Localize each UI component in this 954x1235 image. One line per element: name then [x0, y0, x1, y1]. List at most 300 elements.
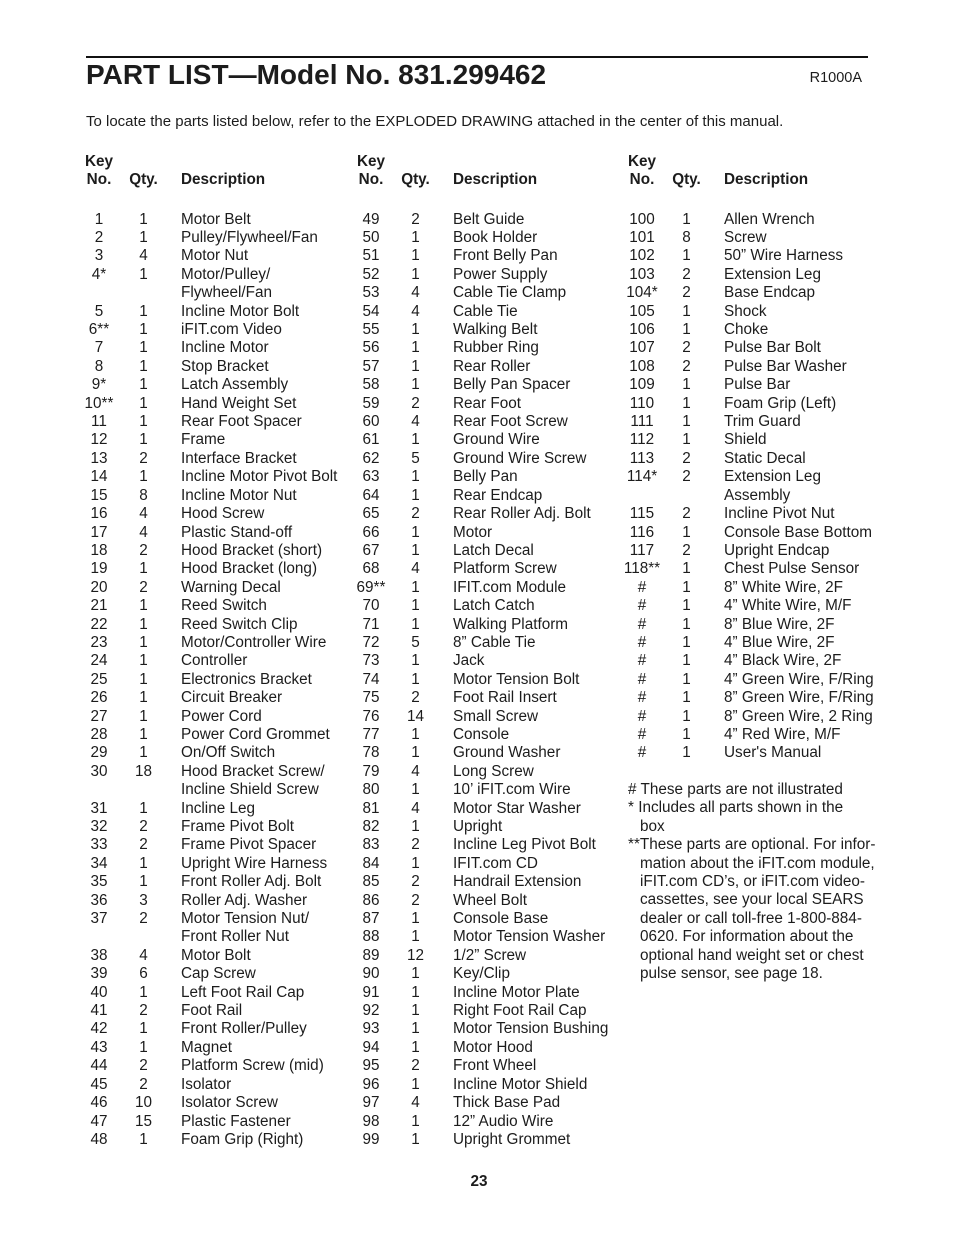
- quantity: 4: [139, 505, 148, 523]
- part-description: Platform Screw: [453, 560, 557, 578]
- part-description: Motor Nut: [181, 247, 249, 265]
- quantity: 1: [139, 633, 148, 651]
- quantity: 2: [682, 541, 691, 559]
- part-description: Roller Adj. Washer: [181, 891, 308, 909]
- part-description: Walking Platform: [453, 615, 569, 633]
- part-description: Latch Catch: [453, 597, 535, 615]
- key-number: 96: [362, 1075, 380, 1093]
- quantity: 1: [682, 210, 691, 228]
- quantity: 2: [139, 1075, 148, 1093]
- quantity: 4: [139, 247, 148, 265]
- part-row: [352, 726, 608, 744]
- quantity: 1: [139, 1020, 148, 1038]
- part-description: iFIT.com Video: [181, 321, 282, 339]
- quantity: 1: [139, 560, 148, 578]
- key-number: 22: [90, 615, 108, 633]
- part-row: [352, 1020, 608, 1038]
- part-row: [623, 524, 874, 542]
- part-row: [352, 1002, 608, 1020]
- quantity: 1: [139, 265, 148, 283]
- part-row: [80, 744, 337, 762]
- part-description: Wheel Bolt: [453, 891, 527, 909]
- part-description: Incline Motor Nut: [181, 486, 297, 504]
- part-description: Power Supply: [453, 265, 548, 283]
- part-description: Rear Roller Adj. Bolt: [453, 505, 591, 523]
- part-row: [352, 818, 608, 836]
- part-row: [352, 1057, 608, 1075]
- part-description: Small Screw: [453, 707, 538, 725]
- part-row: [352, 616, 608, 634]
- quantity: 1: [411, 339, 420, 357]
- key-number: 46: [90, 1094, 108, 1112]
- part-description: Foot Rail Insert: [453, 689, 557, 707]
- key-number: 56: [362, 339, 380, 357]
- quantity: 1: [411, 321, 420, 339]
- quantity: 1: [411, 376, 420, 394]
- part-description: Latch Decal: [453, 541, 534, 559]
- key-number: 63: [362, 468, 380, 486]
- key-number: 36: [90, 891, 108, 909]
- part-description: Long Screw: [453, 762, 534, 780]
- part-description: Incline Motor Shield: [453, 1075, 588, 1093]
- quantity: 1: [682, 523, 691, 541]
- part-row: [623, 321, 874, 339]
- quantity: 1: [139, 302, 148, 320]
- quantity: 1: [139, 468, 148, 486]
- key-number: 4*: [91, 265, 107, 283]
- key-number: 25: [90, 670, 108, 688]
- part-description: Upright Grommet: [453, 1130, 571, 1148]
- part-row: [80, 597, 337, 615]
- part-row: [80, 763, 337, 800]
- quantity: 1: [411, 523, 420, 541]
- part-description: Allen Wrench: [724, 210, 815, 228]
- part-description: Right Foot Rail Cap: [453, 1002, 587, 1020]
- part-row: [352, 1113, 608, 1131]
- part-description: 8” Green Wire, F/Ring: [724, 689, 874, 707]
- part-description: Walking Belt: [453, 321, 538, 339]
- quantity: 2: [682, 449, 691, 467]
- key-number: 93: [362, 1020, 380, 1038]
- part-description: Belly Pan Spacer: [453, 376, 571, 394]
- part-description: Console: [453, 725, 510, 743]
- quantity: 8: [139, 486, 148, 504]
- key-number: 24: [90, 652, 108, 670]
- key-number: 78: [362, 744, 380, 762]
- part-description: Motor Tension Bolt: [453, 670, 580, 688]
- part-row: [352, 468, 608, 486]
- part-description: Upright Wire Harness: [181, 854, 328, 872]
- part-description: Rear Foot Screw: [453, 413, 568, 431]
- part-description: Pulley/Flywheel/Fan: [181, 229, 318, 246]
- key-number: 95: [362, 1057, 380, 1075]
- key-number: 49: [362, 210, 380, 228]
- part-description: Plastic Stand-off: [181, 523, 293, 541]
- part-row: [352, 781, 608, 799]
- part-description: 4” Green Wire, F/Ring: [724, 670, 874, 688]
- part-row: [352, 836, 608, 854]
- part-description: IFIT.com Module: [453, 578, 567, 596]
- key-number: #: [637, 633, 647, 651]
- part-row: [80, 873, 337, 891]
- quantity: 1: [411, 1038, 420, 1056]
- intro-text: To locate the parts listed below, refer to the EXPLODED DRAWING attached in the center of this manual.: [86, 112, 784, 130]
- part-description: Foot Rail: [181, 1002, 243, 1020]
- key-number: 15: [90, 486, 108, 504]
- part-description: Chest Pulse Sensor: [724, 560, 860, 578]
- part-description: Jack: [453, 652, 485, 670]
- key-number: 33: [90, 836, 108, 854]
- part-row: [623, 505, 874, 523]
- quantity: 2: [139, 449, 148, 467]
- key-number: 105: [629, 302, 655, 320]
- part-row: [352, 708, 608, 726]
- quantity: 1: [139, 689, 148, 707]
- quantity: 6: [139, 965, 148, 983]
- quantity: 15: [134, 1112, 152, 1130]
- part-description: 4” White Wire, M/F: [724, 597, 852, 615]
- key-number: 110: [629, 394, 655, 412]
- key-number: 100: [629, 210, 655, 228]
- key-number: 42: [90, 1020, 108, 1038]
- quantity: 1: [139, 873, 148, 891]
- quantity: 1: [411, 468, 420, 486]
- part-description: Upright Endcap: [724, 541, 830, 559]
- part-description: Motor/Controller Wire: [181, 633, 327, 651]
- header-no: No.: [629, 170, 655, 188]
- part-description: Incline Motor: [181, 339, 269, 357]
- key-number: #: [637, 597, 647, 615]
- part-description: 8” Green Wire, 2 Ring: [724, 707, 873, 725]
- key-number: 114*: [626, 468, 658, 486]
- key-number: 26: [90, 689, 108, 707]
- key-number: 107: [629, 339, 655, 357]
- quantity: 14: [406, 707, 424, 725]
- part-row: [352, 284, 608, 302]
- part-description: Interface Bracket: [181, 449, 297, 467]
- part-row: [352, 763, 608, 781]
- key-number: #: [637, 615, 647, 633]
- quantity: 1: [411, 615, 420, 633]
- key-number: 79: [362, 762, 380, 780]
- quantity: 1: [682, 652, 691, 670]
- part-description: Rear Foot: [453, 394, 522, 412]
- quantity: 4: [411, 560, 420, 578]
- key-number: 40: [90, 983, 108, 1001]
- part-row: [623, 339, 874, 357]
- part-row: [352, 671, 608, 689]
- part-description: Pulse Bar Washer: [724, 357, 847, 375]
- quantity: 2: [682, 265, 691, 283]
- quantity: 1: [682, 670, 691, 688]
- key-number: 73: [362, 652, 380, 670]
- part-row: [352, 1094, 608, 1112]
- part-row: [80, 671, 337, 689]
- key-number: 116: [629, 523, 655, 541]
- key-number: 35: [90, 873, 108, 891]
- quantity: 2: [411, 505, 420, 523]
- key-number: 98: [362, 1112, 380, 1130]
- top-rule: [86, 56, 868, 58]
- key-number: 112: [629, 431, 655, 449]
- quantity: 1: [411, 928, 420, 946]
- key-number: 45: [90, 1075, 108, 1093]
- key-number: #: [637, 689, 647, 707]
- key-number: 88: [362, 928, 380, 946]
- key-number: #: [637, 670, 647, 688]
- quantity: 1: [139, 615, 148, 633]
- key-number: 51: [362, 247, 380, 265]
- part-description: Incline Motor Bolt: [181, 302, 300, 320]
- part-row: [623, 744, 874, 762]
- part-row: [623, 266, 874, 284]
- part-row: [352, 855, 608, 873]
- key-number: 103: [629, 265, 655, 283]
- quantity: 2: [682, 357, 691, 375]
- quantity: 2: [139, 541, 148, 559]
- part-description: 4” Blue Wire, 2F: [724, 633, 835, 651]
- quantity: 1: [411, 1002, 420, 1020]
- quantity: 1: [682, 376, 691, 394]
- part-description: Motor Hood: [453, 1038, 533, 1056]
- quantity: 2: [411, 394, 420, 412]
- part-description: Foam Grip (Right): [181, 1130, 304, 1148]
- quantity: 4: [411, 762, 420, 780]
- quantity: 2: [411, 836, 420, 854]
- part-description: Book Holder: [453, 229, 538, 246]
- key-number: 31: [90, 799, 108, 817]
- key-number: 23: [90, 633, 108, 651]
- quantity: 1: [682, 431, 691, 449]
- part-row: [623, 303, 874, 321]
- part-row: [80, 413, 337, 431]
- key-number: 80: [362, 781, 380, 799]
- part-row: [80, 247, 337, 265]
- part-row: [623, 431, 874, 449]
- key-number: 65: [362, 505, 380, 523]
- quantity: 1: [682, 725, 691, 743]
- key-number: 59: [362, 394, 380, 412]
- quantity: 1: [139, 376, 148, 394]
- part-row: [352, 1039, 608, 1057]
- key-number: 6**: [88, 321, 110, 339]
- part-row: [80, 321, 337, 339]
- quantity: 2: [139, 818, 148, 835]
- part-row: [80, 1113, 337, 1131]
- part-description: Hood Bracket Screw/ Incline Shield Screw: [181, 762, 325, 799]
- quantity: 1: [411, 229, 420, 246]
- quantity: 4: [411, 302, 420, 320]
- key-number: 5: [94, 302, 104, 320]
- quantity: 1: [139, 210, 148, 228]
- part-row: [352, 431, 608, 449]
- part-description: Cable Tie: [453, 302, 518, 320]
- quantity: 1: [139, 321, 148, 339]
- quantity: 1: [411, 578, 420, 596]
- part-row: [352, 413, 608, 431]
- part-row: [352, 395, 608, 413]
- part-row: [623, 560, 874, 578]
- key-number: 8: [94, 357, 104, 375]
- part-description: Motor Tension Bushing: [453, 1020, 609, 1038]
- part-row: [80, 855, 337, 873]
- part-description: Thick Base Pad: [453, 1094, 561, 1112]
- quantity: 1: [411, 1020, 420, 1038]
- part-row: [352, 505, 608, 523]
- part-row: [352, 247, 608, 265]
- part-description: 8” Cable Tie: [453, 633, 536, 651]
- part-row: [80, 1131, 337, 1149]
- footnote: # These parts are not illustrated: [628, 781, 843, 798]
- key-number: 66: [362, 523, 380, 541]
- quantity: 1: [411, 541, 420, 559]
- header-description: Description: [453, 170, 538, 188]
- quantity: 1: [411, 725, 420, 743]
- key-number: 37: [90, 910, 108, 928]
- key-number: 48: [90, 1130, 108, 1148]
- part-row: [352, 579, 608, 597]
- part-row: [80, 450, 337, 468]
- part-description: Power Cord: [181, 707, 262, 725]
- key-number: 39: [90, 965, 108, 983]
- key-number: 2: [94, 229, 104, 246]
- key-number: 28: [90, 725, 108, 743]
- part-row: [352, 689, 608, 707]
- key-number: 92: [362, 1002, 380, 1020]
- part-row: [80, 1020, 337, 1038]
- key-number: 47: [90, 1112, 108, 1130]
- part-row: [80, 505, 337, 523]
- key-number: 99: [362, 1130, 380, 1148]
- part-row: [80, 211, 337, 229]
- key-number: 83: [362, 836, 380, 854]
- part-description: Ground Washer: [453, 744, 561, 762]
- part-description: Motor Star Washer: [453, 799, 581, 817]
- quantity: 5: [411, 633, 420, 651]
- part-description: Screw: [724, 229, 767, 246]
- quantity: 1: [411, 1130, 420, 1148]
- part-description: Extension Leg: [724, 265, 821, 283]
- part-row: [352, 744, 608, 762]
- part-description: Rear Roller: [453, 357, 531, 375]
- part-row: [80, 726, 337, 744]
- part-row: [80, 487, 337, 505]
- key-number: 58: [362, 376, 380, 394]
- quantity: 1: [139, 744, 148, 762]
- part-description: Extension Leg Assembly: [724, 468, 821, 504]
- part-row: [352, 266, 608, 284]
- header-description: Description: [181, 170, 266, 188]
- quantity: 3: [139, 891, 148, 909]
- quantity: 1: [139, 229, 148, 246]
- part-description: Motor: [453, 523, 493, 541]
- key-number: 29: [90, 744, 108, 762]
- part-description: Motor Bolt: [181, 946, 251, 964]
- header-key: Key: [356, 152, 386, 170]
- part-row: [352, 450, 608, 468]
- part-description: Stop Bracket: [181, 357, 269, 375]
- part-row: [623, 376, 874, 394]
- part-row: [352, 487, 608, 505]
- key-number: 87: [362, 910, 380, 928]
- header-no: No.: [86, 170, 112, 188]
- part-row: [80, 616, 337, 634]
- quantity: 5: [411, 449, 420, 467]
- quantity: 1: [682, 597, 691, 615]
- part-row: [352, 542, 608, 560]
- part-row: [80, 1094, 337, 1112]
- quantity: 2: [682, 284, 691, 302]
- quantity: 12: [406, 946, 424, 964]
- key-number: 52: [362, 265, 380, 283]
- part-row: [352, 800, 608, 818]
- key-number: 86: [362, 891, 380, 909]
- part-description: Electronics Bracket: [181, 670, 312, 688]
- key-number: 90: [362, 965, 380, 983]
- part-row: [352, 211, 608, 229]
- part-row: [80, 965, 337, 983]
- key-number: 18: [90, 541, 108, 559]
- quantity: 2: [411, 210, 420, 228]
- key-number: 81: [362, 799, 380, 817]
- part-row: [352, 892, 608, 910]
- part-description: Pulse Bar: [724, 376, 791, 394]
- part-row: [80, 634, 337, 652]
- parts-column-2: [352, 211, 608, 1150]
- quantity: 2: [139, 1002, 148, 1020]
- header-description: Description: [724, 170, 809, 188]
- quantity: 1: [411, 983, 420, 1001]
- key-number: 118**: [623, 560, 661, 578]
- key-number: 70: [362, 597, 380, 615]
- key-number: 76: [362, 707, 380, 725]
- key-number: 94: [362, 1038, 380, 1056]
- part-description: Handrail Extension: [453, 873, 582, 891]
- quantity: 4: [411, 799, 420, 817]
- quantity: 1: [682, 560, 691, 578]
- header-key: Key: [84, 152, 114, 170]
- quantity: 1: [411, 781, 420, 799]
- key-number: 115: [629, 505, 655, 523]
- part-row: [80, 542, 337, 560]
- part-row: [80, 1002, 337, 1020]
- key-number: 106: [629, 321, 655, 339]
- quantity: 1: [139, 707, 148, 725]
- quantity: 1: [682, 744, 691, 762]
- part-row: [352, 928, 608, 946]
- quantity: 1: [411, 744, 420, 762]
- part-description: Front Wheel: [453, 1057, 537, 1075]
- part-row: [352, 1131, 608, 1149]
- part-row: [80, 579, 337, 597]
- quantity: 1: [411, 910, 420, 928]
- part-row: [80, 689, 337, 707]
- key-number: 20: [90, 578, 108, 596]
- part-row: [623, 395, 874, 413]
- quantity: 1: [682, 394, 691, 412]
- key-number: #: [637, 744, 647, 762]
- header-qty: Qty.: [672, 170, 701, 188]
- part-description: Rear Foot Spacer: [181, 413, 302, 431]
- quantity: 2: [139, 910, 148, 928]
- quantity: 1: [411, 265, 420, 283]
- part-row: [352, 965, 608, 983]
- part-description: Incline Leg Pivot Bolt: [453, 836, 596, 854]
- part-row: [352, 321, 608, 339]
- quantity: 1: [139, 670, 148, 688]
- part-description: Incline Motor Plate: [453, 983, 580, 1001]
- quantity: 10: [134, 1094, 152, 1112]
